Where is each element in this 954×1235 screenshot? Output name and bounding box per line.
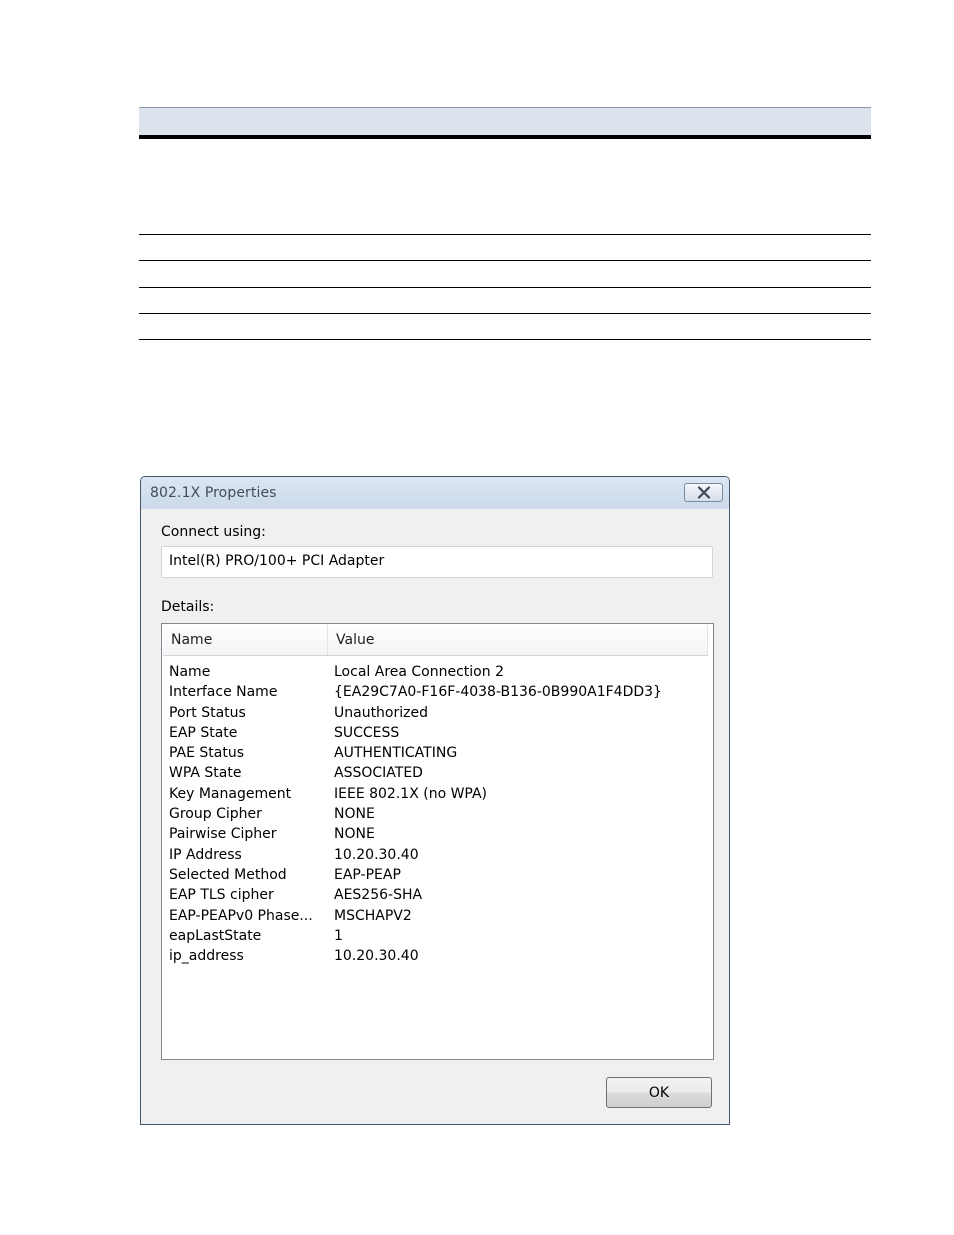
list-item[interactable] — [162, 684, 707, 704]
row-value: 1 — [334, 927, 343, 944]
row-value: Local Area Connection 2 — [334, 664, 504, 680]
list-item[interactable] — [162, 745, 707, 765]
doc-table-header-rule — [139, 135, 871, 139]
row-name: Name — [169, 664, 211, 680]
row-name: EAP-PEAPv0 Phase... — [169, 907, 313, 924]
column-header-value[interactable] — [328, 625, 708, 655]
row-value: IEEE 802.1X (no WPA) — [334, 785, 488, 802]
row-name: EAP State — [169, 724, 238, 741]
list-item[interactable] — [162, 867, 707, 887]
ok-button[interactable]: OK — [606, 1077, 712, 1108]
adapter-field[interactable] — [161, 546, 713, 578]
list-item[interactable] — [162, 725, 707, 745]
doc-table-header — [139, 107, 871, 136]
list-item[interactable] — [162, 847, 707, 867]
row-name: WPA State — [169, 765, 242, 782]
list-item[interactable] — [162, 806, 707, 826]
details-label: Details: — [161, 599, 215, 615]
row-value: AES256-SHA — [334, 887, 423, 904]
row-value: MSCHAPV2 — [334, 907, 412, 924]
row-value: SUCCESS — [334, 724, 400, 741]
list-rows — [162, 664, 707, 968]
list-item[interactable] — [162, 908, 707, 928]
row-value: 10.20.30.40 — [334, 846, 419, 863]
row-value: 10.20.30.40 — [334, 948, 419, 965]
list-item[interactable] — [162, 765, 707, 785]
row-name: Pairwise Cipher — [169, 826, 277, 843]
row-name: Group Cipher — [169, 806, 262, 823]
row-name: eapLastState — [169, 927, 262, 944]
row-name: Selected Method — [169, 866, 287, 883]
connect-using-label: Connect using: — [161, 524, 266, 540]
list-item[interactable] — [162, 826, 707, 846]
doc-table-row-divider — [139, 339, 871, 340]
list-item[interactable] — [162, 948, 707, 968]
row-name: IP Address — [169, 846, 242, 863]
list-item[interactable] — [162, 887, 707, 907]
properties-dialog — [140, 476, 730, 1125]
row-value: ASSOCIATED — [334, 765, 423, 782]
close-button[interactable] — [684, 483, 723, 502]
row-value: NONE — [334, 826, 375, 843]
doc-table-row-divider — [139, 287, 871, 288]
window-title: 802.1X Properties — [150, 485, 277, 501]
row-name: Interface Name — [169, 684, 278, 701]
list-item[interactable] — [162, 928, 707, 948]
doc-table-row-divider — [139, 234, 871, 235]
column-header-value-label: Value — [336, 632, 375, 648]
row-name: EAP TLS cipher — [169, 887, 274, 904]
adapter-name: Intel(R) PRO/100+ PCI Adapter — [169, 553, 385, 569]
list-item[interactable] — [162, 664, 707, 684]
row-name: Port Status — [169, 704, 246, 721]
row-name: PAE Status — [169, 745, 245, 762]
row-value: AUTHENTICATING — [334, 745, 458, 762]
row-value: Unauthorized — [334, 704, 428, 721]
details-list[interactable] — [161, 623, 714, 1060]
row-value: EAP-PEAP — [334, 866, 401, 883]
row-name: Key Management — [169, 785, 292, 802]
doc-table-row-divider — [139, 313, 871, 314]
list-item[interactable] — [162, 705, 707, 725]
row-name: ip_address — [169, 948, 244, 965]
column-header-name[interactable] — [163, 625, 328, 655]
dialog-body — [148, 509, 722, 1118]
close-icon — [697, 486, 711, 499]
title-bar[interactable] — [141, 477, 729, 509]
list-header — [163, 625, 708, 656]
row-value: NONE — [334, 806, 375, 823]
list-item[interactable] — [162, 786, 707, 806]
column-header-name-label: Name — [171, 632, 213, 648]
row-value: {EA29C7A0-F16F-4038-B136-0B990A1F4DD3} — [334, 684, 662, 701]
doc-table-row-divider — [139, 260, 871, 261]
